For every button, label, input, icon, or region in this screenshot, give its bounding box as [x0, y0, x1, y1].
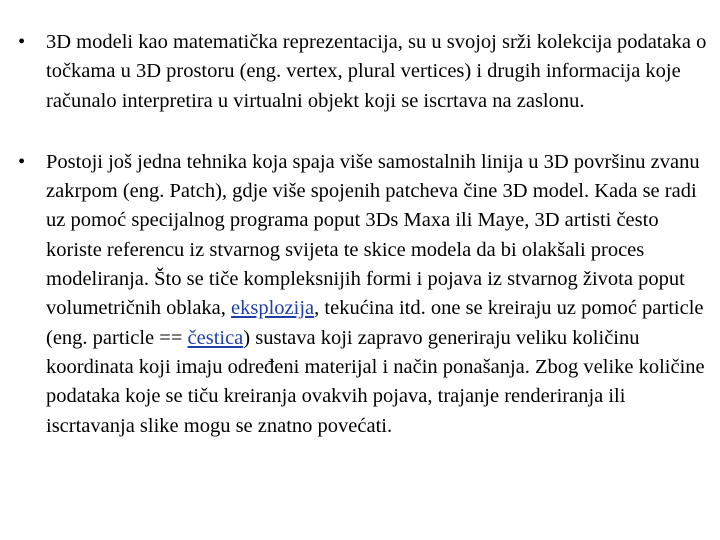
bullet-text-part-1: Postoji još jedna tehnika koja spaja više samostalnih linija u 3D površinu zvanu zakrpom (eng. Patch), gdje više spojenih patcheva čine 3D model. Kada se radi uz pomoć specijalnog programa poput 3Ds Maxa ili Maye, 3D artisti često koriste referencu iz stvarnog svijeta te skice modela da bi olakšali proces modeliranja. Što se tiče kompleksnijih formi i pojava iz stvarnog života poput volumetričnih oblaka,: [46, 150, 700, 320]
bullet-dot-icon: •: [18, 31, 26, 53]
bullet-dot-icon: •: [18, 150, 26, 173]
bullet-item-1: [18, 28, 712, 116]
bullet-text-part-3: ) sustava koji zapravo generiraju veliku količinu koordinata koji imaju određeni materijal i način ponašanja. Zbog velike količine podataka koje se tiču kreiranja ovakvih pojava, trajanje renderiranja ili iscrtavanja slike mogu se znatno povećati.: [46, 326, 705, 437]
link-eksplozija[interactable]: eksplozija: [231, 297, 315, 320]
bullet-text-part-2: , tekućina itd. one se kreiraju uz pomoć particle (eng. particle ==: [46, 297, 704, 349]
bullet-list: [18, 28, 712, 441]
bullet-item-2: [18, 148, 712, 441]
link-cestica[interactable]: čestica: [187, 326, 244, 349]
bullet-text: 3D modeli kao matematička reprezentacija, su u svojoj srži kolekcija podataka o točkama u 3D prostoru (eng. vertex, plural vertices) i drugih informacija koje računalo interpretira u virtualni objekt koji se iscrtava na zaslonu.: [46, 31, 707, 112]
